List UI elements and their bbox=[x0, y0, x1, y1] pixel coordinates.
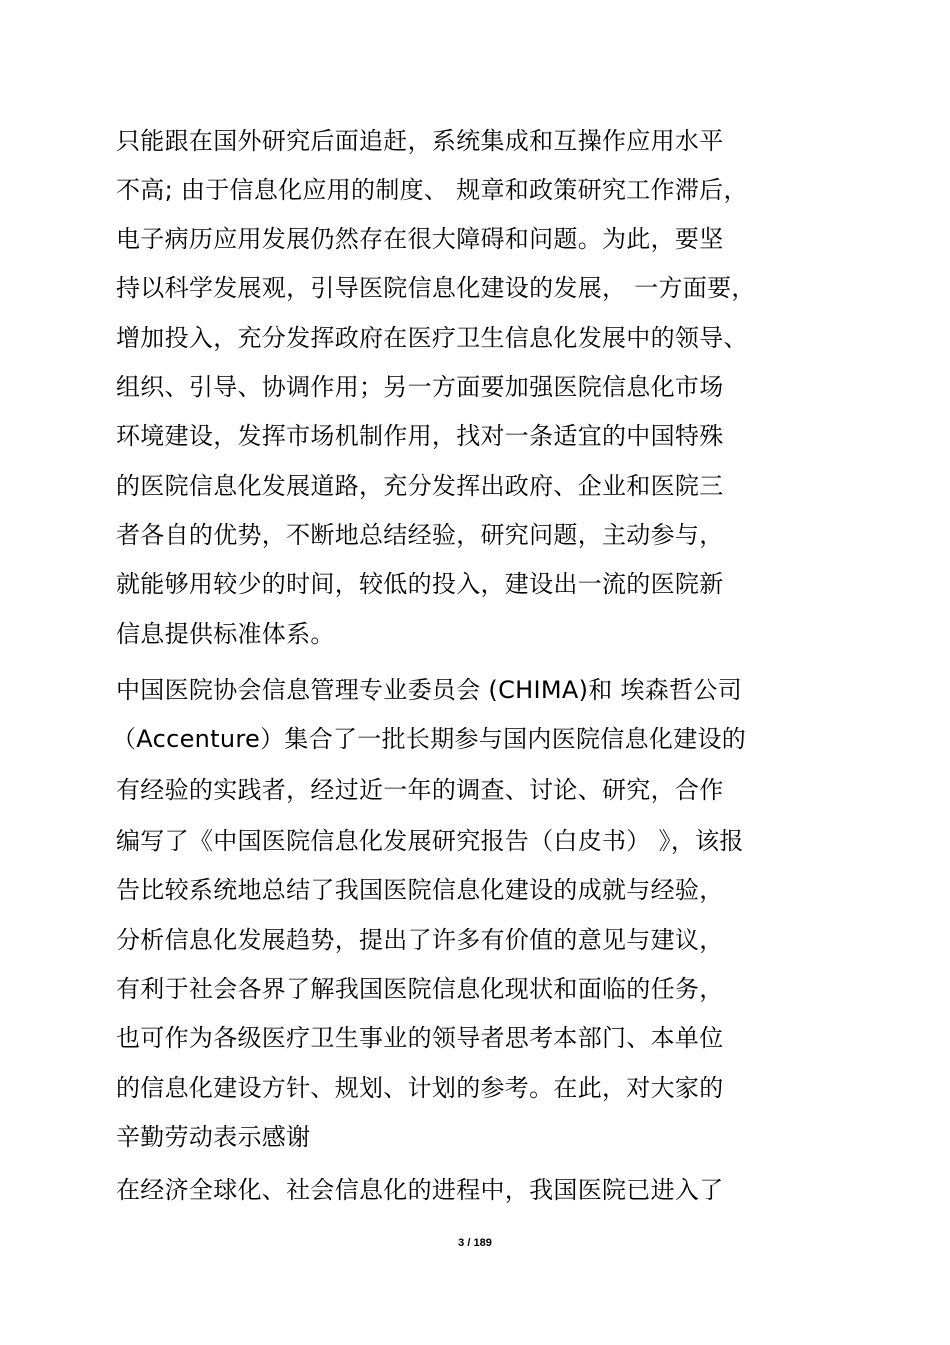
text-line: 信息提供标准体系。 bbox=[116, 620, 335, 648]
text-line: 告比较系统地总结了我国医院信息化建设的成就与经验， bbox=[116, 876, 724, 904]
text-line: 持以科学发展观，引导医院信息化建设的发展， 一方面要， bbox=[116, 274, 756, 302]
text-line: 组织、引导、协调作用；另一方面要加强医院信息化市场 bbox=[116, 373, 724, 401]
text-line: 也可作为各级医疗卫生事业的领导者思考本部门、本单位 bbox=[116, 1024, 724, 1052]
text-line: 辛勤劳动表示感谢 bbox=[116, 1123, 311, 1151]
text-line: （Accenture）集合了一批长期参与国内医院信息化建设的 bbox=[112, 725, 747, 753]
page-number: 3 / 189 bbox=[458, 1237, 492, 1249]
text-line: 电子病历应用发展仍然存在很大障碍和问题。为此，要坚 bbox=[116, 225, 724, 253]
text-line: 者各自的优势，不断地总结经验，研究问题，主动参与， bbox=[116, 521, 724, 549]
text-line: 分析信息化发展趋势，提出了许多有价值的意见与建议， bbox=[116, 926, 724, 954]
text-line: 不高; 由于信息化应用的制度、 规章和政策研究工作滞后， bbox=[116, 176, 748, 204]
text-line: 在经济全球化、社会信息化的进程中，我国医院已进入了 bbox=[116, 1176, 724, 1204]
text-line: 有利于社会各界了解我国医院信息化现状和面临的任务， bbox=[116, 975, 724, 1003]
text-line: 的医院信息化发展道路，充分发挥出政府、企业和医院三 bbox=[116, 472, 724, 500]
text-line: 增加投入，充分发挥政府在医疗卫生信息化发展中的领导、 bbox=[116, 324, 748, 352]
text-line: 中国医院协会信息管理专业委员会 (CHIMA)和 埃森哲公司 bbox=[116, 676, 742, 704]
text-line: 只能跟在国外研究后面追赶，系统集成和互操作应用水平 bbox=[116, 127, 724, 155]
text-line: 有经验的实践者，经过近一年的调查、讨论、研究，合作 bbox=[116, 776, 724, 804]
text-line: 的信息化建设方针、规划、计划的参考。在此，对大家的 bbox=[116, 1074, 724, 1102]
text-line: 环境建设，发挥市场机制作用，找对一条适宜的中国特殊 bbox=[116, 422, 724, 450]
text-line: 就能够用较少的时间，较低的投入，建设出一流的医院新 bbox=[116, 570, 724, 598]
text-line: 编写了《中国医院信息化发展研究报告（白皮书） 》，该报 bbox=[116, 827, 744, 855]
